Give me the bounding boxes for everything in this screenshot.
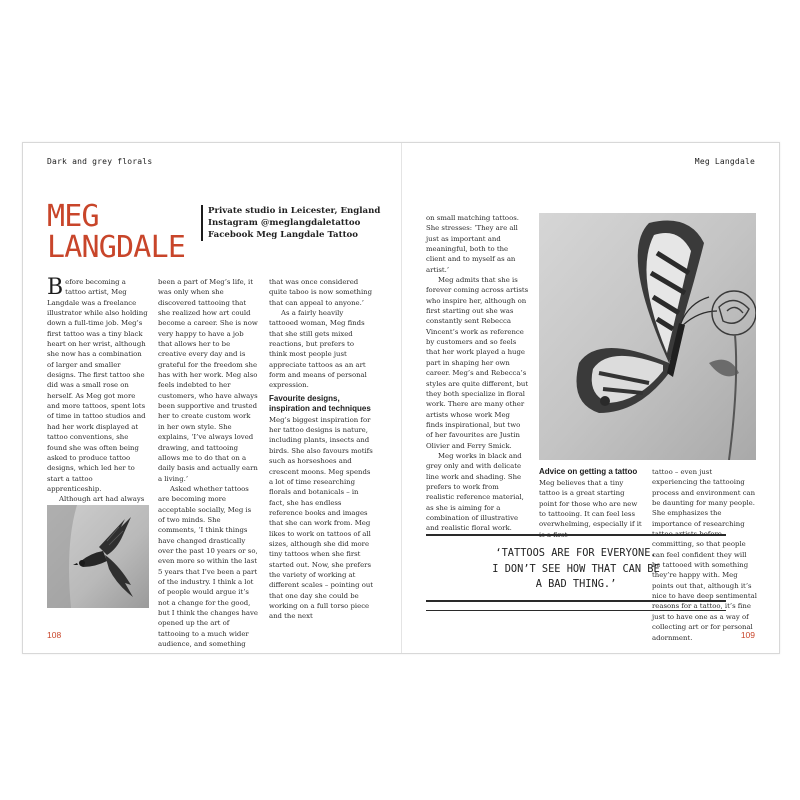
instagram-handle: Instagram @meglangdaletattoo xyxy=(208,218,361,228)
pull-quote xyxy=(426,534,726,602)
column-2 xyxy=(158,277,259,649)
section-subhead: Advice on getting a tattoo xyxy=(539,467,638,476)
paragraph: been a part of Meg’s life, it was only when she discovered tattooing that she realized how art could become a career. She is now very happy to have a job that allows her to be creative every day and is grateful for the freedom she has with her work. Meg also feels indebted to her customers, who have always been supportive and trusted her to create custom work in her own style. She explains, ‘I’ve always loved drawing, and tattooing allows me to do that on a daily basis and actually earn a living.’ xyxy=(158,278,258,483)
swallow-tattoo-photo xyxy=(47,505,149,608)
paragraph: Meg admits that she is forever coming across artists who inspire her, although on first starting out she was constantly sent Rebecca Vincent’s work as reference by customers and so feels that her work played a huge part in shaping her own career. Meg’s and Rebecca’s styles are quite different, but they both specialize in floral work. There are many other artists whose work Meg finds inspirational, but two of her favourites are Justin Olivier and Ferry Smick. xyxy=(426,276,529,450)
column-4 xyxy=(426,213,529,534)
swallow-tattoo-image xyxy=(47,505,149,608)
quote-line-3: A BAD THING.’ xyxy=(535,578,617,590)
page-gutter xyxy=(401,143,402,653)
facebook-page: Facebook Meg Langdale Tattoo xyxy=(208,230,359,240)
page-number-left: 108 xyxy=(47,630,62,640)
book-spread xyxy=(22,142,780,654)
page-title xyxy=(47,201,185,263)
butterfly-rose-tattoo-image xyxy=(539,213,756,460)
paragraph: Although art had always xyxy=(59,495,145,504)
paragraph: Before becoming a tattoo artist, Meg Langdale was a freelance illustrator while also holding down a full-time job. Meg’s first tattoo was a tiny black heart on her wrist, although she now has a combination of larger and smaller designs. The first tattoo she did was a small rose on herself. As Meg got more and more tattoos, spent lots of time in tattoo studios and had her work displayed at tattoo conventions, she found she was often being asked to produce tattoo designs, which led her to start a tattoo apprenticeship. xyxy=(47,275,148,493)
quote-line-1: ‘TATTOOS ARE FOR EVERYONE. xyxy=(495,547,657,559)
paragraph: on small matching tattoos. She stresses: ‘They are all just as important and meaningful, both to the client and to myself as an artist.’ xyxy=(426,214,519,274)
paragraph: Meg works in black and grey only and with delicate line work and shading. She prefers to work from realistic reference material, as she is aiming for a combination of illustrative and realistic floral work. xyxy=(426,451,524,533)
paragraph: As a fairly heavily tattooed woman, Meg finds that she still gets mixed reactions, but prefers to think most people just appreciate tattoos as an art form and means of personal expression. xyxy=(269,309,367,390)
column-1 xyxy=(47,277,148,505)
page-number-right: 109 xyxy=(740,630,755,640)
title-line-2: LANGDALE xyxy=(47,230,186,265)
paragraph: Asked whether tattoos are becoming more acceptable socially, Meg is of two minds. She comments, ‘I think things have changed drastically over the past 10 years or so, even more so within the last 5 years that I’ve been a part of the industry. I think a lot of people would argue it’s not a change for the good, but I think the changes have opened up the art of tattooing to a much wider audience, and something xyxy=(158,484,258,649)
title-line-1: MEG xyxy=(47,199,99,234)
column-5 xyxy=(539,467,643,540)
paragraph: Meg believes that a tiny tattoo is a great starting point for those who are new to tattooing. It can feel less overwhelming, especially if it is a first xyxy=(539,479,642,539)
studio-location: Private studio in Leicester, England xyxy=(208,206,381,216)
running-head-right: Meg Langdale xyxy=(694,157,755,166)
section-subhead: Favourite designs, inspiration and techniques xyxy=(269,393,371,413)
drop-cap: B xyxy=(47,275,64,300)
quote-rule xyxy=(426,610,726,611)
paragraph: that was once considered quite taboo is now something that can appeal to anyone.’ xyxy=(269,278,373,307)
paragraph: tattoo – even just experiencing the tattooing process and environment can be daunting for many people. She emphasizes the importance of researching tattoo artists before committing, so that people can feel confident they will be tattooed with something they’re happy with. Meg points out that, although it’s nice to have deep sentimental reasons for a tattoo, it’s fine just to have one as a way of collecting art or for personal adornment. xyxy=(652,468,757,642)
column-3 xyxy=(269,277,374,622)
artist-info xyxy=(201,205,380,241)
quote-line-2: I DON’T SEE HOW THAT CAN BE xyxy=(492,562,660,575)
paragraph: Meg’s biggest inspiration for her tattoo designs is nature, including plants, insects and birds. She also favours motifs such as horseshoes and crescent moons. Meg spends a lot of time researching florals and botanicals – in fact, she has endless reference books and images that she can work from. Meg likes to work on tattoos of all sizes, although she did more tiny tattoos when she first started out. Now, she prefers the variety of working at different scales – pointing out that one day she could be working on a full torso piece and the next xyxy=(269,415,374,621)
running-head-left: Dark and grey florals xyxy=(47,157,153,166)
butterfly-rose-tattoo-photo xyxy=(539,213,756,460)
